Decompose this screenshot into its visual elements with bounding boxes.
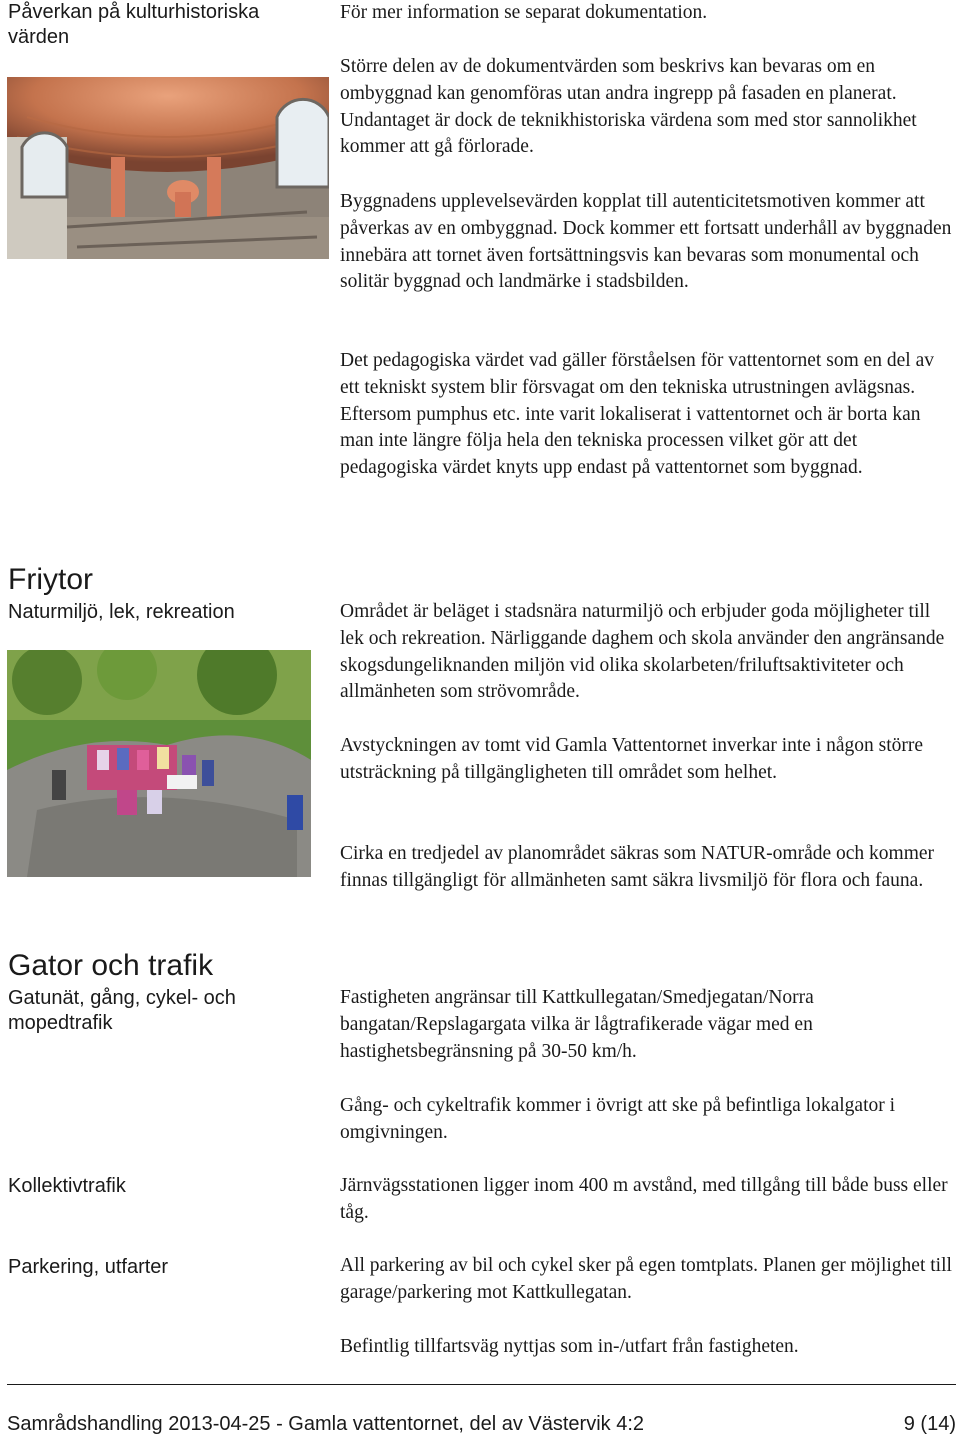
section-subheading-gator: Gatunät, gång, cykel- och mopedtrafik <box>8 987 236 1034</box>
page-number: 9 (14) <box>903 1413 956 1435</box>
paragraph: Större delen av de dokumentvärden som beskrivs kan bevaras om en ombyggnad kan genomföras utan andra ingrepp på fasaden en planerat. Undantaget är dock de teknikhistoriska värdena som med stor sannolikhet kommer att gå förlorade. <box>340 56 917 158</box>
paragraph: För mer information se separat dokumentation. <box>340 2 708 23</box>
section-heading-gator: Gator och trafik <box>8 949 214 982</box>
paragraph: Gång- och cykeltrafik kommer i övrigt att ske på befintliga lokalgator i omgivningen. <box>340 1095 896 1143</box>
section-heading-friytor: Friytor <box>8 563 93 596</box>
paragraph: All parkering av bil och cykel sker på egen tomtplats. Planen ger möjlighet till garage/parkering mot Kattkullegatan. <box>340 1255 952 1303</box>
section-subheading-friytor: Naturmiljö, lek, rekreation <box>8 601 235 623</box>
children-on-rock-photo <box>7 650 311 877</box>
paragraph: Cirka en tredjedel av planområdet säkras som NATUR-område och kommer finnas tillgängligt för allmänheten samt säkra livsmiljö för flora och fauna. <box>340 843 935 891</box>
paragraph: Befintlig tillfartsväg nyttjas som in-/utfart från fastigheten. <box>340 1336 799 1357</box>
water-tower-interior-photo <box>7 77 329 259</box>
section-heading-kultur: Påverkan på kulturhistoriska värden <box>8 1 260 48</box>
paragraph: Fastigheten angränsar till Kattkullegatan/Smedjegatan/Norra bangatan/Repslagargata vilka är lågtrafikerade vägar med en hastighetsbegränsning på 30-50 km/h. <box>340 987 814 1062</box>
paragraph: Byggnadens upplevelsevärden kopplat till autenticitetsmotiven kommer att påverkas av en ombyggnad. Dock kommer ett fortsatt underhåll av byggnaden innebära att tornet även fortsättningsvis kan bevaras som monumental och solitär byggnad och landmärke i stadsbilden. <box>340 191 952 293</box>
section-heading-parkering: Parkering, utfarter <box>8 1256 169 1278</box>
footer-divider <box>7 1384 956 1385</box>
paragraph: Avstyckningen av tomt vid Gamla Vattentornet inverkar inte i någon större utsträckning på tillgängligheten till området som helhet. <box>340 735 924 783</box>
paragraph: Området är beläget i stadsnära naturmiljö och erbjuder goda möjligheter till lek och rekreation. Närliggande daghem och skola använder den angränsande skogsdungeliknanden miljön vid olika skolarbeten/friluftsaktiviteter och allmänheten som strövområde. <box>340 601 945 703</box>
footer-title: Samrådshandling 2013-04-25 - Gamla vattentornet, del av Västervik 4:2 <box>7 1413 645 1435</box>
paragraph: Järnvägsstationen ligger inom 400 m avstånd, med tillgång till både buss eller tåg. <box>340 1175 948 1223</box>
section-heading-kollektiv: Kollektivtrafik <box>8 1175 126 1197</box>
paragraph: Det pedagogiska värdet vad gäller förståelsen för vattentornet som en del av ett tekniskt system blir försvagat om den tekniska utrustningen avlägsnas. Eftersom pumphus etc. inte varit lokaliserat i vattentornet och är borta kan man inte längre följa hela den tekniska processen vilket gör att det pedagogiska värdet knyts upp endast på vattentornet som byggnad. <box>340 350 934 479</box>
